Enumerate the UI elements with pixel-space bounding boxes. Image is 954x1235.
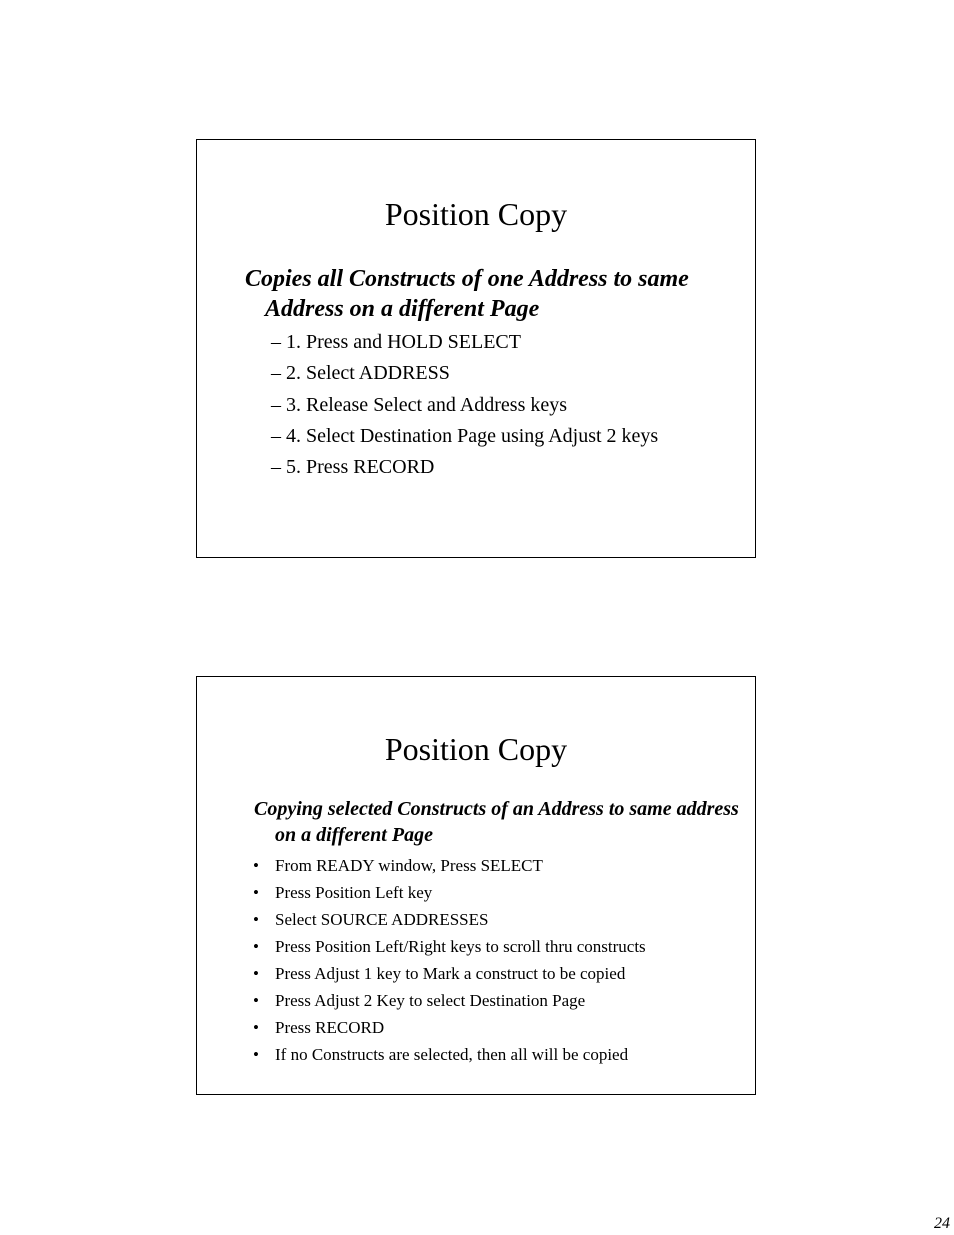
list-item: – 3. Release Select and Address keys	[271, 390, 658, 421]
list-item: • Press RECORD	[253, 1014, 646, 1041]
slide-subtitle: Copies all Constructs of one Address to same Address on a different Page	[245, 266, 689, 322]
list-item: – 4. Select Destination Page using Adjust 2 keys	[271, 421, 658, 452]
list-item: • Select SOURCE ADDRESSES	[253, 906, 646, 933]
list-item: • Press Position Left key	[253, 879, 646, 906]
list-item: • From READY window, Press SELECT	[253, 852, 646, 879]
slide-2	[196, 676, 756, 1095]
slide-subtitle: Copying selected Constructs of an Address to same address on a different Page	[254, 798, 739, 846]
list-item: • If no Constructs are selected, then all will be copied	[253, 1041, 646, 1068]
list-item: • Press Position Left/Right keys to scroll thru constructs	[253, 933, 646, 960]
list-item: – 5. Press RECORD	[271, 452, 658, 483]
list-item: – 2. Select ADDRESS	[271, 358, 658, 389]
list-item: • Press Adjust 1 key to Mark a construct to be copied	[253, 960, 646, 987]
slide-1	[196, 139, 756, 558]
list-item: • Press Adjust 2 Key to select Destination Page	[253, 987, 646, 1014]
slide-title: Position Copy	[384, 731, 568, 767]
step-list	[271, 327, 658, 483]
slide-title: Position Copy	[384, 196, 568, 232]
page-number: 24	[934, 1215, 950, 1232]
bullet-list	[253, 852, 646, 1068]
list-item: – 1. Press and HOLD SELECT	[271, 327, 658, 358]
